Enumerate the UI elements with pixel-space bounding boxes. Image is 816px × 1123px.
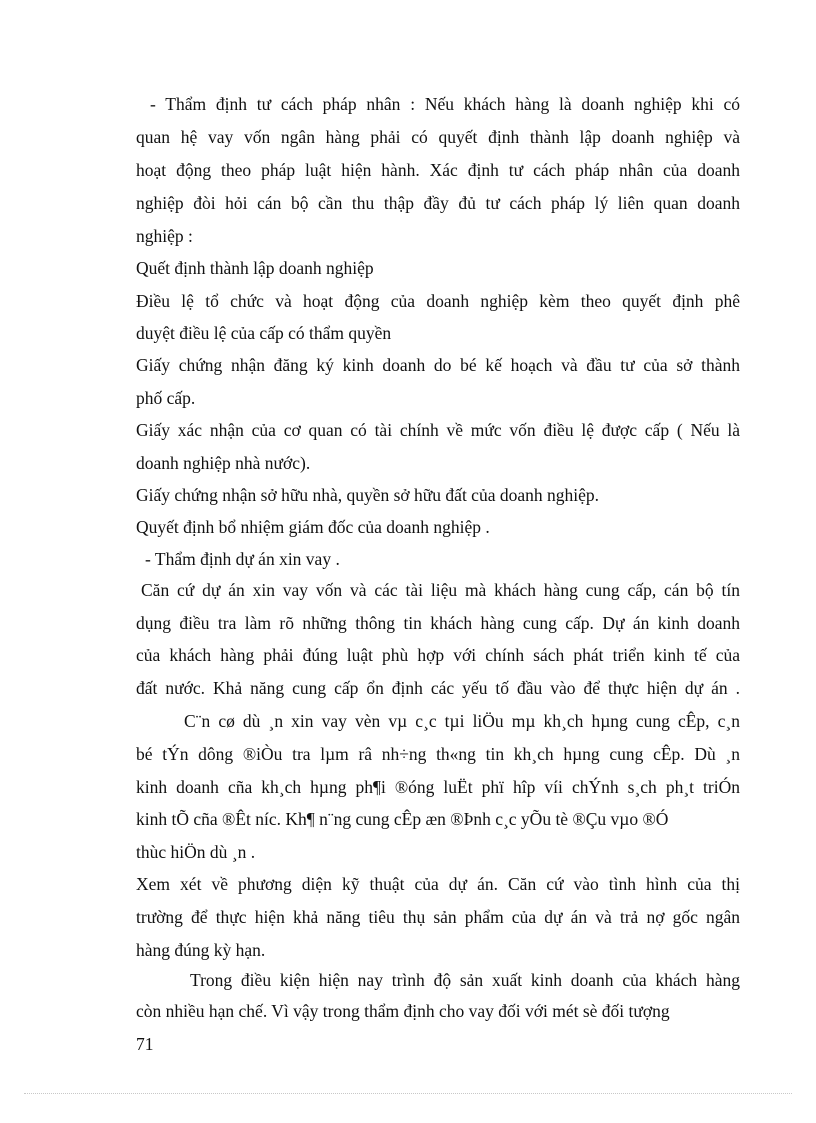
garbled-line-2: bé tÝn dông ®iÒu tra lµm râ nh÷ng th«ng tin kh¸ch hµng cung cÊp. Dù ¸n xyxy=(136,744,740,764)
list-item-2-cont: duyệt điều lệ của cấp có thẩm quyền xyxy=(136,323,392,343)
list-item-1: Quết định thành lập doanh nghiệp xyxy=(136,258,374,278)
para3-line-1: Xem xét về phương diện kỹ thuật của dự án. Căn cứ vào tình hình của thị xyxy=(136,874,740,894)
para-line-3: hoạt động theo pháp luật hiện hành. Xác định tư cách pháp nhân của doanh xyxy=(136,160,740,180)
garbled-line-1: C¨n cø dù ¸n xin vay vèn vµ c¸c tµi liÖu mµ kh¸ch hµng cung cÊp, c¸n xyxy=(184,711,740,731)
footer-divider xyxy=(24,1093,792,1094)
list-item-2: Điều lệ tổ chức và hoạt động của doanh nghiệp kèm theo quyết định phê xyxy=(136,291,740,311)
para2-line-4: đất nước. Khả năng cung cấp ổn định các yếu tố đầu vào để thực hiện dự án . xyxy=(136,678,740,698)
list-item-6: Quyết định bổ nhiệm giám đốc của doanh nghiệp . xyxy=(136,517,490,537)
para2-line-3: của khách hàng phải đúng luật phù hợp với chính sách phát triển kinh tế của xyxy=(136,645,740,665)
garbled-line-3: kinh doanh cña kh¸ch hµng ph¶i ®óng luËt phï hîp víi chÝnh s¸ch ph¸t triÓn xyxy=(136,777,740,797)
section-heading: - Thẩm định dự án xin vay . xyxy=(145,549,340,569)
para-line-5: nghiệp : xyxy=(136,226,193,246)
list-item-3-cont: phố cấp. xyxy=(136,388,196,408)
para2-line-1: Căn cứ dự án xin vay vốn và các tài liệu mà khách hàng cung cấp, cán bộ tín xyxy=(141,580,740,600)
garbled-line-5: thùc hiÖn dù ¸n . xyxy=(136,842,256,862)
para3-line-3: hàng đúng kỳ hạn. xyxy=(136,940,266,960)
page-number: 71 xyxy=(136,1034,154,1054)
para-line-2: quan hệ vay vốn ngân hàng phải có quyết định thành lập doanh nghiệp và xyxy=(136,127,740,147)
para2-line-2: dụng điều tra làm rõ những thông tin khách hàng cung cấp. Dự án kinh doanh xyxy=(136,613,740,633)
list-item-5: Giấy chứng nhận sở hữu nhà, quyền sở hữu đất của doanh nghiệp. xyxy=(136,485,599,505)
garbled-line-4: kinh tÕ cña ®Êt níc. Kh¶ n¨ng cung cÊp æn ®Þnh c¸c yÕu tè ®Çu vµo ®Ó xyxy=(136,809,669,829)
para-line-1: - Thẩm định tư cách pháp nhân : Nếu khách hàng là doanh nghiệp khi có xyxy=(150,94,740,114)
list-item-3: Giấy chứng nhận đăng ký kinh doanh do bé kế hoạch và đầu tư của sở thành xyxy=(136,355,740,375)
list-item-4: Giấy xác nhận của cơ quan có tài chính về mức vốn điều lệ được cấp ( Nếu là xyxy=(136,420,740,440)
para4-line-1: Trong điều kiện hiện nay trình độ sản xuất kinh doanh của khách hàng xyxy=(190,970,740,990)
para3-line-2: trường để thực hiện khả năng tiêu thụ sản phẩm của dự án và trả nợ gốc ngân xyxy=(136,907,740,927)
para4-line-2: còn nhiều hạn chế. Vì vậy trong thẩm định cho vay đối với mét sè đối tượng xyxy=(136,1001,670,1021)
list-item-4-cont: doanh nghiệp nhà nước). xyxy=(136,453,311,473)
para-line-4: nghiệp đòi hỏi cán bộ cần thu thập đầy đủ tư cách pháp lý liên quan doanh xyxy=(136,193,740,213)
